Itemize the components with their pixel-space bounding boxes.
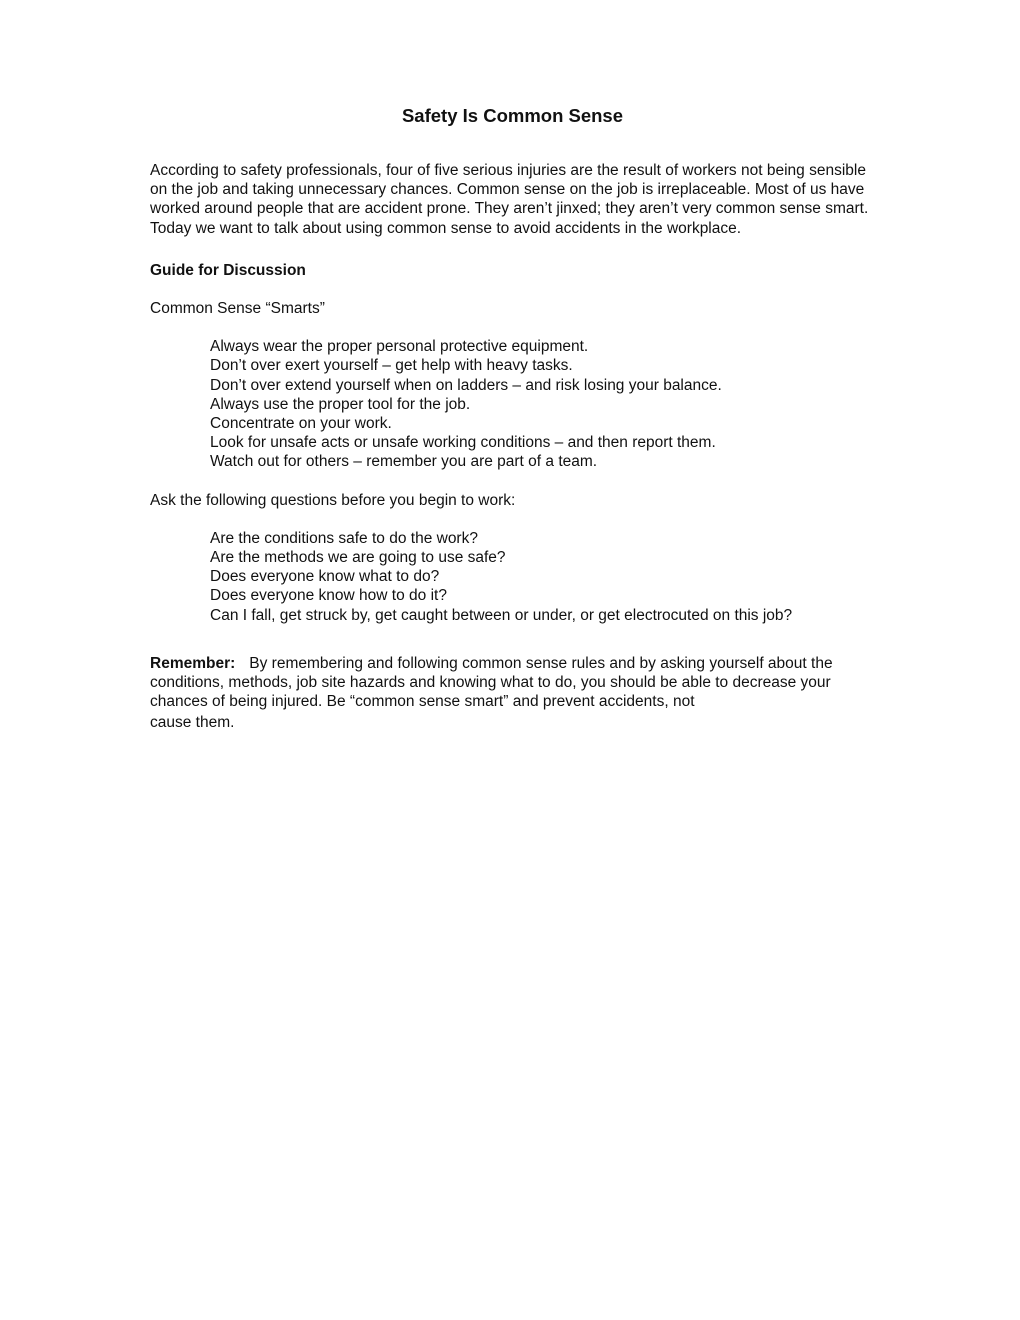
list-item: Can I fall, get struck by, get caught between or under, or get electrocuted on this job? (210, 606, 793, 624)
remember-paragraph (150, 654, 875, 733)
list-item: Always wear the proper personal protective equipment. (210, 338, 589, 356)
smarts-heading: Common Sense “Smarts” (150, 300, 325, 318)
list-item: Are the conditions safe to do the work? (210, 529, 478, 547)
page-title: Safety Is Common Sense (401, 105, 624, 126)
list-item: Concentrate on your work. (210, 415, 392, 433)
questions-list (150, 529, 875, 625)
list-item: Does everyone know what to do? (210, 568, 440, 586)
intro-paragraph: According to safety professionals, four of five serious injuries are the result of workers not being sensible on the job and taking unnecessary chances. Common sense on the job is irreplaceable. Most of us have worked around people that are accident prone. They aren’t jinxed; they aren’t very common sense smart. Today we want to talk about using common sense to avoid accidents in the workplace. (150, 162, 869, 237)
list-item: Don’t over exert yourself – get help with heavy tasks. (210, 357, 573, 375)
list-item: Does everyone know how to do it? (210, 587, 447, 605)
list-item: Always use the proper tool for the job. (210, 395, 471, 413)
list-item: Are the methods we are going to use safe? (210, 549, 506, 567)
document-page (150, 100, 875, 748)
questions-intro: Ask the following questions before you begin to work: (150, 491, 516, 509)
list-item: Watch out for others – remember you are part of a team. (210, 453, 598, 471)
remember-text: By remembering and following common sense rules and by asking yourself about the conditions, methods, job site hazards and knowing what to do, you should be able to decrease your chances of being injured. Be “common sense smart” and prevent accidents, not (150, 654, 833, 711)
list-item: Don’t over extend yourself when on ladders – and risk losing your balance. (210, 376, 722, 394)
list-item: Look for unsafe acts or unsafe working conditions – and then report them. (210, 434, 716, 452)
smarts-list (150, 337, 875, 471)
guide-heading: Guide for Discussion (150, 261, 306, 279)
remember-label: Remember: (150, 654, 236, 672)
remember-last-line: cause them. (150, 714, 235, 732)
